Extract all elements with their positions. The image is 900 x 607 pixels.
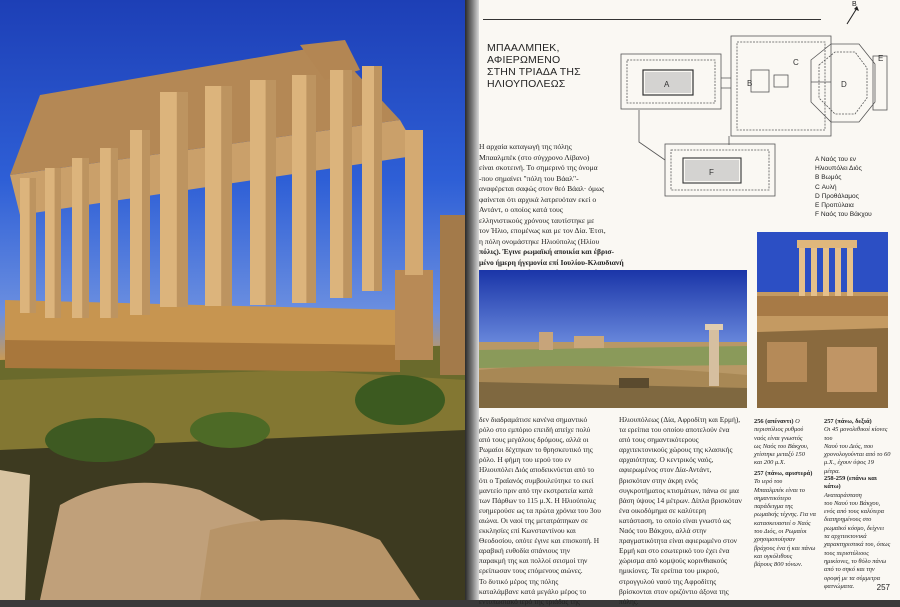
ruins-panorama-photo <box>479 270 747 408</box>
temple-column-shadow <box>55 168 61 318</box>
body-line: των Πάρθων το 115 μ.Χ. Η Ηλιούπολις <box>479 495 596 505</box>
body-line: από τους μεγάλους δρόμους, αλλά οι <box>479 435 589 445</box>
intro-line: ελληνιστικούς χρόνους ταυτίστηκε με <box>479 215 595 225</box>
caption-line: μέτρα. <box>824 467 841 475</box>
body-line: ρόλο. Η φήμη του ιερού του εν <box>479 455 572 465</box>
page-number: 257 <box>876 583 890 592</box>
plan-label-c: C <box>793 58 799 67</box>
legend-item: A Ναός του εν <box>815 156 856 163</box>
legend-item: E Προπύλαια <box>815 202 854 210</box>
caption-line: περιστύλιος ρυθμού <box>754 426 804 434</box>
body-line: παρακμή της και πολλοί σεισμοί την <box>479 556 588 566</box>
compass-label: B <box>852 1 857 8</box>
body-line: ότι ο Τραϊανός συμβουλεύτηκε το εκεί <box>479 475 594 485</box>
body-line: πόλης. <box>619 596 639 606</box>
body-line: αιώνα. Οι ναοί της μετατράπηκαν σε <box>479 515 589 525</box>
caption-line: Αναπαράσταση <box>824 491 862 499</box>
caption-line: διατηρημένους στο <box>824 516 872 524</box>
plan-label-b: B <box>747 79 753 88</box>
caption-heading: 258-259 (επάνω και κάτω) <box>824 475 877 491</box>
caption-line: ρωμαϊκής τέχνης. Για να <box>754 511 816 519</box>
body-line: Θεοδοσίου, οπότε έγινε και επισκοπή. Η <box>479 536 600 546</box>
temple-column-shadow <box>82 158 89 318</box>
body-line: χώρισμα από κομψούς κορινθιακούς <box>619 556 727 566</box>
body-line: βάση ύψους 14 μέτρων. Δίπλα βρισκόταν <box>619 495 742 505</box>
caption-line: χαρακτηριστικά του, όπως <box>824 541 891 549</box>
body-line: συγκροτήματος κτισμάτων, πάνω σε μια <box>619 485 739 495</box>
title-line: ΣΤΗΝ ΤΡΙΑΔΑ ΤΗΣ <box>487 66 581 78</box>
caption-line: τους περιστύλιους <box>824 549 869 557</box>
body-line: αφιερωμένος στον Δία-Αντάντ, <box>619 465 712 475</box>
intro-paragraph <box>479 142 627 289</box>
intro-line: -που σημαίνει "πόλη του Βάαλ"- <box>479 173 579 183</box>
temple-column-shadow <box>111 148 118 318</box>
caption-line: ρωμαϊκό κόσμο, δείχνει <box>824 524 884 532</box>
caption-line: ως Ναός του Βάκχου, <box>754 442 809 450</box>
book-gutter <box>465 0 479 600</box>
caption-line: φατνώματα. <box>824 582 855 590</box>
body-line: ερείπωσαν τους επόμενους αιώνες. <box>479 566 583 576</box>
caption-257-left <box>754 470 816 570</box>
caption-line: ναός είναι γνωστός <box>754 434 803 442</box>
caption-line: ημικίονες, το θόλο πάνω <box>824 557 887 565</box>
plan-label-e: E <box>878 54 884 63</box>
caption-line: παράδειγμα της <box>754 503 793 511</box>
caption-line: βράχους ένα ή και πάνω <box>754 544 816 552</box>
intro-line: είναι σκοτεινή. Το σημερινό της όνομα <box>479 163 598 172</box>
intro-line: αναφέρεται σαφώς στον θεό Βάαλ· όμως <box>479 184 605 193</box>
caption-line: τα αρχιτεκτονικά <box>824 533 867 541</box>
intro-line: Η αρχαία καταγωγή της πόλης <box>479 142 572 151</box>
caption-line: Ναού του Διός, που <box>824 442 874 450</box>
caption-line: χρονολογούνται από το 60 <box>824 451 891 459</box>
body-line: βρισκόταν στην άκρη ενός <box>619 475 698 485</box>
caption-line: σημαντικότερο <box>754 494 792 502</box>
intro-line: Μπααλμπέκ (στο σύγχρονο Λίβανο) <box>479 152 590 162</box>
intro-line: τον Ήλιο, επομένως και με τον Δία. Έτσι, <box>479 226 606 235</box>
caption-line: χτίστηκε μεταξύ 150 <box>754 451 805 459</box>
temple-column-shadow <box>374 66 382 291</box>
body-line: εντυπωσιακό ιερό της τριάδας της <box>479 596 580 606</box>
temple-column-shadow <box>306 75 316 303</box>
legend-item: C Αυλή <box>815 183 837 191</box>
intro-line: πόλις). Έγινε ρωμαϊκή αποικία και έβρισ- <box>479 247 615 256</box>
temple-column-shadow <box>221 86 232 306</box>
caption-line: του Ναού του Βάκχου, <box>824 499 881 507</box>
body-line: μαντείο πριν από την εκστρατεία κατά <box>479 485 593 495</box>
intro-line: Αντάντ, ο οποίος κατά τους <box>479 205 563 214</box>
plan-label-d: D <box>841 80 847 89</box>
caption-line: οροφή με τα σύμμετρα <box>824 574 881 582</box>
caption-heading: 257 (πάνω, δεξιά) <box>824 418 872 425</box>
body-line: τα ερείπια του οποίου αποτελούν ένα <box>619 425 730 435</box>
body-line: ρόλο στο εμπόριο επειδή απείχε πολύ <box>479 425 591 435</box>
intro-line: φαίνεται ότι αρχικά λατρευόταν εκεί ο <box>479 194 597 204</box>
legend-item: D Προθάλαμος <box>815 192 859 200</box>
intro-line: η πόλη ονομάστηκε Ηλιούπολις (Ηλίου <box>479 236 600 246</box>
body-line: δεν διαδραμάτισε κανένα σημαντικό <box>479 415 588 424</box>
temple-column-shadow <box>142 130 150 315</box>
plan-legend <box>815 155 872 219</box>
caption-line: ενός από τους καλύτερα <box>824 508 885 516</box>
caption-line: Μπααλμπέκ είναι το <box>754 486 805 494</box>
body-line: πραγματικότητα είναι αφιερωμένο στον <box>619 536 737 546</box>
body-line: στρογγυλού ναού της Αφροδίτης <box>619 576 717 586</box>
body-line: Ηλιουπόλεως (Δία, Αφροδίτη και Ερμή), <box>619 415 741 424</box>
caption-256 <box>754 418 816 468</box>
caption-257-right <box>824 418 894 476</box>
caption-line: Οι 45 μονολιθικοί κίονες του <box>824 426 888 442</box>
legend-item: B Βωμός <box>815 174 842 182</box>
caption-line: κατασκευαστεί ο Ναός <box>754 519 811 527</box>
body-line: Ρωμαίοι δέχτηκαν το θρησκευτικό της <box>479 445 593 455</box>
caption-line: μ.Χ., έχουν ύψος 19 <box>824 459 874 467</box>
caption-heading: 257 (πάνω, αριστερά) <box>754 470 813 477</box>
body-line: καταλάμβανε κατά μεγάλο μέρος το <box>479 586 587 596</box>
body-line: από τους σημαντικότερους <box>619 435 699 445</box>
body-line: Το δυτικό μέρος της πόλης <box>479 576 559 586</box>
body-line: κατάσταση, το οποίο είναι γνωστό ως <box>619 515 731 525</box>
caption-line: βάρους 800 τόνων. <box>754 561 803 569</box>
header-rule <box>483 19 821 20</box>
jupiter-columns-photo <box>757 232 888 408</box>
body-line: αρχαιότητας. Ο κεντρικός ναός, <box>619 455 714 465</box>
body-line: αρχιτεκτονικούς χώρους της κλασικής <box>619 445 733 455</box>
body-line: Ερμή και στο εσωτερικό του έχει ένα <box>619 546 730 556</box>
caption-heading: 256 (απέναντι) <box>754 418 794 425</box>
temple-column-shadow <box>177 92 188 307</box>
body-line: ένα οικοδόμημα σε καλύτερη <box>619 505 706 515</box>
plan-label-f: F <box>709 168 714 177</box>
caption-line: του Διός, οι Ρωμαίοι <box>754 528 807 536</box>
intro-line: μένο ήμερη ήγεμονία επί Ιουλίου-Κλαυδιανή <box>479 257 624 267</box>
body-line: ευημερούσε ως τα πρώτα χρόνια του 3ου <box>479 505 601 515</box>
body-column-2 <box>619 415 747 607</box>
body-line: Ναός του Βάκχου, αλλά στην <box>619 526 707 536</box>
body-line: Ηλιουπόλει Διός αποδεικνύεται από το <box>479 465 595 475</box>
body-line: βρίσκονται στον οριζόντιο άξονα της <box>619 586 729 596</box>
title-line: ΗΛΙΟΥΠΟΛΕΩΣ <box>487 78 566 90</box>
caption-line: χρησιμοποίησαν <box>754 536 796 544</box>
caption-line: και 200 μ.Χ. <box>754 459 786 467</box>
caption-line: και ογκόλιθους <box>754 552 793 560</box>
body-line: ημικίονες. Τα ερείπια του μικρού, <box>619 566 719 576</box>
legend-item: F Ναός του Βάκχου <box>815 211 872 219</box>
title-line: ΜΠΑΑΛΜΠΕΚ, ΑΦΙΕΡΩΜΕΝΟ <box>487 42 561 66</box>
caption-line: Το ιερό του <box>754 478 783 486</box>
caption-line: Ο <box>795 418 800 425</box>
legend-item: Ηλιουπόλει Διός <box>815 165 862 173</box>
body-line: εκκλησίες επί Κωνσταντίνου και <box>479 526 576 536</box>
caption-line: από το σηκό και την <box>824 566 875 574</box>
section-title <box>487 42 617 90</box>
temple-column-shadow <box>30 178 36 313</box>
body-line: αραβική ευθοδία σπάνιους την <box>479 546 571 556</box>
right-page <box>479 0 900 606</box>
caption-258-259 <box>824 475 894 591</box>
body-column-1 <box>479 415 613 607</box>
plan-label-a: A <box>664 80 670 89</box>
temple-column-shadow <box>343 70 352 298</box>
temple-column-shadow <box>266 80 276 305</box>
